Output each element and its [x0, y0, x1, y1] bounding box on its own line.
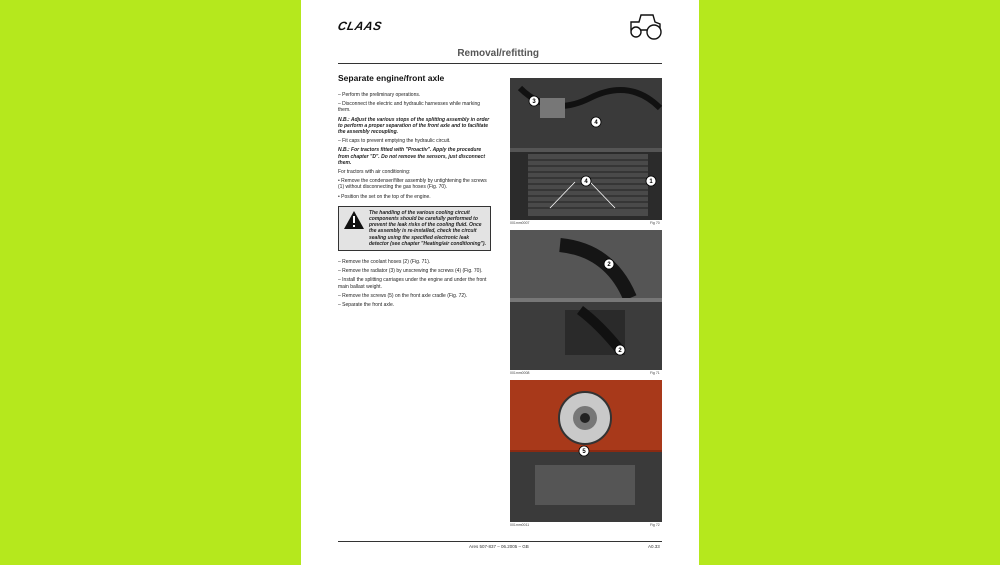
step-text: For tractors with air conditioning:	[338, 169, 411, 176]
footer-doc-ref: Ares 507-837 – 06.2005 – GB	[469, 544, 529, 549]
note-text: N.B.: For tractors fitted with "Proactiv". Apply the procedure from chapter "D". Do not remove the sensors, just disconnect them.	[338, 147, 485, 166]
document-page	[301, 0, 699, 565]
footer-page-number: A0.33	[648, 544, 660, 549]
callout-label: 4	[584, 179, 588, 185]
instruction-text	[338, 92, 491, 311]
step-text: – Disconnect the electric and hydraulic harnesses while marking them.	[338, 101, 481, 114]
callout-label: 5	[582, 449, 586, 455]
warning-icon	[343, 210, 365, 230]
callout-label: 2	[607, 262, 611, 268]
figure-71-photo	[510, 230, 662, 370]
section-heading: Separate engine/front axle	[338, 73, 445, 83]
callout-label: 3	[532, 99, 536, 105]
figure-label: Fig 71	[650, 371, 660, 375]
callout-label: 4	[594, 120, 598, 126]
step-text: – Separate the front axle.	[338, 302, 395, 309]
step-text: – Perform the preliminary operations.	[338, 92, 421, 98]
callout-label: 1	[649, 179, 653, 185]
figure-ref: 001mm0011	[510, 523, 530, 527]
callout-label: 2	[618, 348, 622, 354]
footer-rule	[338, 541, 662, 542]
step-text: • Position the set on the top of the engine.	[338, 193, 431, 200]
warning-text: The handling of the various cooling circuit components should be carefully performed to prevent the leak risks of the cooling fluid. Once the assembly is re-installed, check the circuit sealing using the specified electronic leak detector (see chapter "Heating/air conditioning").	[369, 209, 486, 247]
step-text: – Remove the radiator (3) by unscrewing the screws (4) (Fig. 70).	[338, 268, 483, 275]
note-text: N.B.: Adjust the various stops of the splitting assembly in order to perform a proper separation of the front axle and to facilitate the assembly recoupling.	[338, 116, 490, 136]
step-text: – Remove the screws (5) on the front axle cradle (Fig. 72).	[338, 292, 468, 299]
figure-ref: 001mm0007	[510, 221, 530, 225]
claas-logo: CLAAS	[336, 19, 384, 33]
figure-ref: 001mm0008	[510, 371, 530, 375]
step-text: • Remove the condenser/filter assembly by untightening the screws (1) without disconnecting the gas hoses (Fig. 70).	[338, 178, 487, 191]
figure-label: Fig 72	[650, 523, 660, 527]
step-text: – Remove the coolant hoses (2) (Fig. 71).	[338, 259, 431, 266]
figure-70-photo	[510, 78, 662, 220]
section-title: Removal/refitting	[457, 48, 539, 59]
step-text: – Fit caps to prevent emptying the hydraulic circuit.	[338, 138, 451, 145]
header-rule	[338, 63, 662, 64]
figure-72-photo	[510, 380, 662, 522]
warning-box	[338, 206, 491, 251]
step-text: – Install the splitting carriages under the engine and under the front main ballast weight.	[338, 277, 487, 290]
tractor-icon	[627, 12, 663, 40]
figure-label: Fig 70	[650, 221, 660, 225]
